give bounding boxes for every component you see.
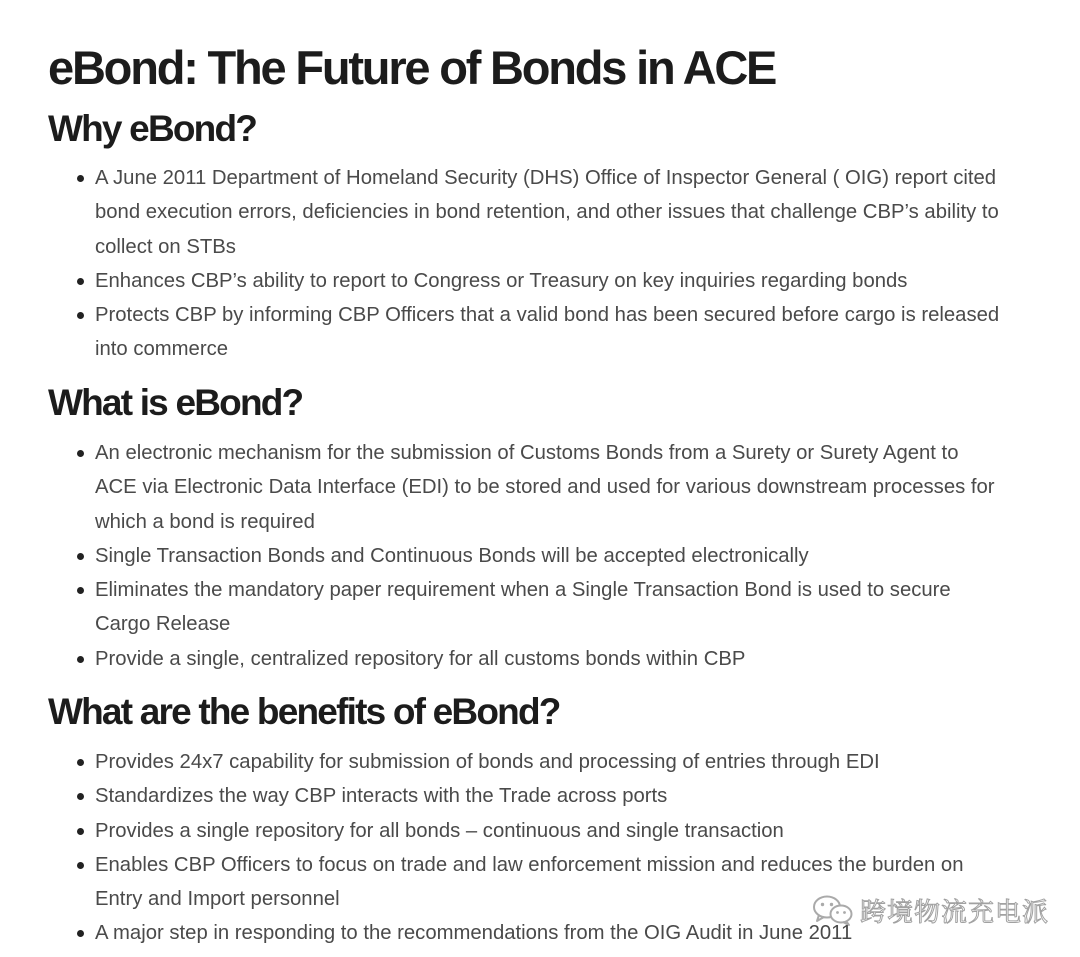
- section-heading-why: Why eBond?: [48, 108, 257, 149]
- bullet-list-why: [95, 161, 1000, 367]
- list-item: Provide a single, centralized repository for all customs bonds within CBP: [95, 642, 1000, 676]
- list-item: Enables CBP Officers to focus on trade and law enforcement mission and reduces the burden on Entry and Import personnel: [95, 848, 1000, 917]
- list-item: Enhances CBP’s ability to report to Congress or Treasury on key inquiries regarding bonds: [95, 264, 1000, 298]
- bullet-list-what: [95, 436, 1000, 676]
- list-item: Provides a single repository for all bonds – continuous and single transaction: [95, 814, 1000, 848]
- wechat-icon: [812, 893, 854, 927]
- watermark-text: 跨境物流充电派: [860, 897, 1050, 928]
- list-item: Provides 24x7 capability for submission of bonds and processing of entries through EDI: [95, 745, 1000, 779]
- list-item: A June 2011 Department of Homeland Security (DHS) Office of Inspector General ( OIG) report cited bond execution errors, deficiencies in bond retention, and other issues that challenge CBP’s ability to collect on STBs: [95, 161, 1000, 264]
- list-item: Single Transaction Bonds and Continuous Bonds will be accepted electronically: [95, 539, 1000, 573]
- list-item: Standardizes the way CBP interacts with the Trade across ports: [95, 779, 1000, 813]
- section-heading-what: What is eBond?: [48, 382, 303, 423]
- page-title: eBond: The Future of Bonds in ACE: [48, 41, 776, 94]
- list-item: An electronic mechanism for the submission of Customs Bonds from a Surety or Surety Agent to ACE via Electronic Data Interface (EDI) to be stored and used for various downstream processes for which a bond is required: [95, 436, 1000, 539]
- section-heading-benefits: What are the benefits of eBond?: [48, 691, 560, 732]
- list-item: A major step in responding to the recommendations from the OIG Audit in June 2011: [95, 916, 1000, 950]
- list-item: Eliminates the mandatory paper requirement when a Single Transaction Bond is used to secure Cargo Release: [95, 573, 1000, 642]
- watermark: [812, 890, 1049, 930]
- list-item: Protects CBP by informing CBP Officers that a valid bond has been secured before cargo is released into commerce: [95, 298, 1000, 367]
